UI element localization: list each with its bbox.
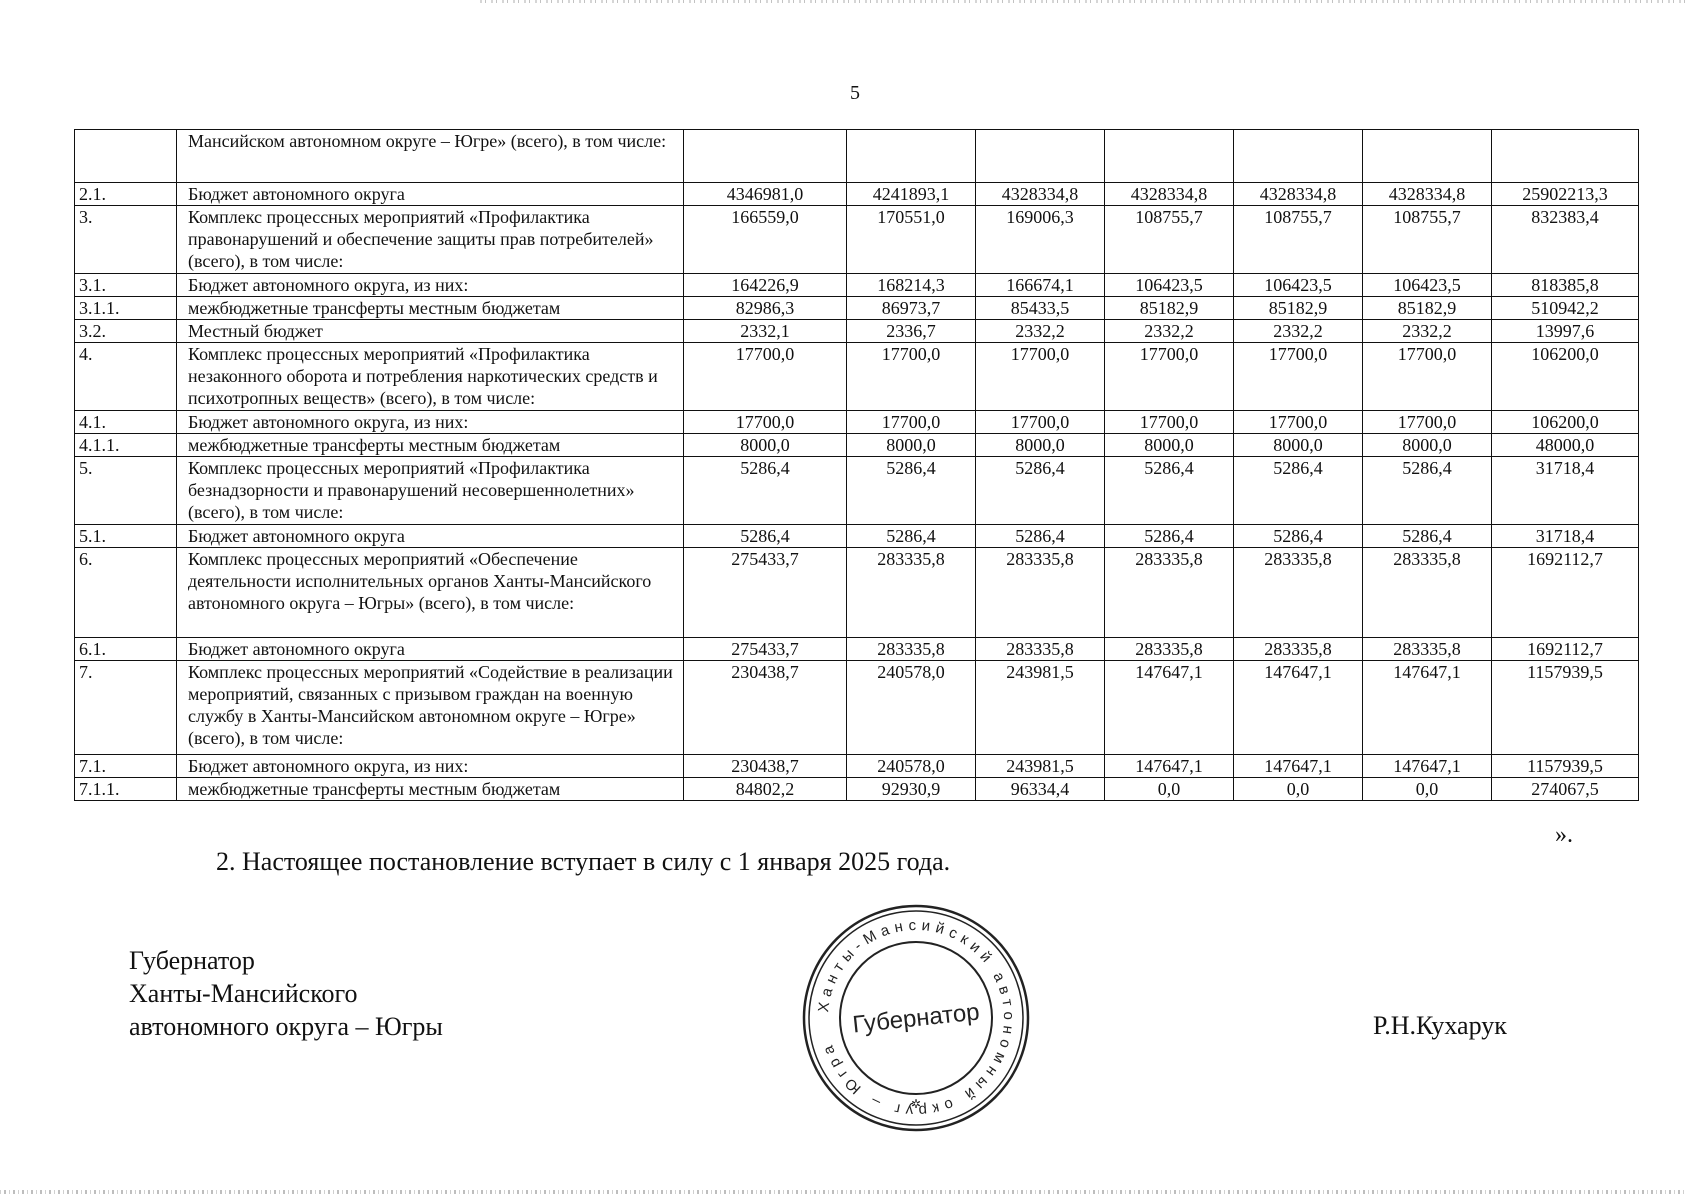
value-cell: 8000,0 — [1105, 434, 1234, 457]
row-number-cell: 5.1. — [75, 525, 177, 548]
signer-name: Р.Н.Кухарук — [1373, 1011, 1507, 1040]
row-label-cell: Бюджет автономного округа — [177, 183, 684, 206]
row-label-cell: Комплекс процессных мероприятий «Профилактика незаконного оборота и потребления наркотических средств и психотропных веществ» (всего), в том числе: — [177, 343, 684, 411]
value-cell: 2332,2 — [976, 320, 1105, 343]
table-row — [75, 661, 1639, 755]
value-cell: 275433,7 — [684, 638, 847, 661]
value-cell: 17700,0 — [976, 411, 1105, 434]
value-cell: 5286,4 — [1363, 525, 1492, 548]
value-cell: 17700,0 — [847, 343, 976, 411]
value-cell: 17700,0 — [1105, 411, 1234, 434]
value-cell: 17700,0 — [684, 343, 847, 411]
value-cell: 108755,7 — [1105, 206, 1234, 274]
value-cell: 17700,0 — [1105, 343, 1234, 411]
table-row — [75, 525, 1639, 548]
value-cell: 4328334,8 — [976, 183, 1105, 206]
row-number-cell — [75, 130, 177, 183]
value-cell: 4241893,1 — [847, 183, 976, 206]
value-cell: 2332,1 — [684, 320, 847, 343]
table-row — [75, 778, 1639, 801]
value-cell: 147647,1 — [1363, 755, 1492, 778]
row-number-cell: 7.1.1. — [75, 778, 177, 801]
budget-table — [74, 129, 1639, 801]
table-row — [75, 274, 1639, 297]
value-cell: 5286,4 — [684, 457, 847, 525]
value-cell: 4328334,8 — [1105, 183, 1234, 206]
row-number-cell: 3.1.1. — [75, 297, 177, 320]
value-cell: 147647,1 — [1234, 661, 1363, 755]
row-label-cell: Комплекс процессных мероприятий «Содействие в реализации мероприятий, связанных с призывом граждан на военную службу в Ханты-Мансийском автономном округе – Югре» (всего), в том числе: — [177, 661, 684, 755]
value-cell: 106423,5 — [1234, 274, 1363, 297]
row-label-cell: Бюджет автономного округа, из них: — [177, 274, 684, 297]
governor-seal — [800, 902, 1032, 1134]
signature-title-line: Губернатор — [129, 946, 255, 975]
row-label-cell: Комплекс процессных мероприятий «Профилактика безнадзорности и правонарушений несовершеннолетних» (всего), в том числе: — [177, 457, 684, 525]
row-label-cell: Комплекс процессных мероприятий «Обеспечение деятельности исполнительных органов Ханты-Мансийского автономного округа – Югры» (всего), в том числе: — [177, 548, 684, 638]
value-cell: 240578,0 — [847, 755, 976, 778]
table-row — [75, 183, 1639, 206]
value-cell: 92930,9 — [847, 778, 976, 801]
value-cell: 5286,4 — [976, 525, 1105, 548]
value-cell: 283335,8 — [1105, 638, 1234, 661]
signature-title-line: Ханты-Мансийского — [129, 979, 358, 1008]
value-cell: 2336,7 — [847, 320, 976, 343]
page-number: 5 — [850, 82, 860, 104]
row-label-cell: Комплекс процессных мероприятий «Профилактика правонарушений и обеспечение защиты прав потребителей» (всего), в том числе: — [177, 206, 684, 274]
value-cell: 17700,0 — [1363, 343, 1492, 411]
value-cell: 86973,7 — [847, 297, 976, 320]
row-number-cell: 3.1. — [75, 274, 177, 297]
value-cell: 2332,2 — [1105, 320, 1234, 343]
value-cell: 2332,2 — [1234, 320, 1363, 343]
value-cell: 48000,0 — [1492, 434, 1639, 457]
value-cell: 5286,4 — [847, 525, 976, 548]
value-cell: 84802,2 — [684, 778, 847, 801]
row-number-cell: 7. — [75, 661, 177, 755]
value-cell — [976, 130, 1105, 183]
row-number-cell: 4. — [75, 343, 177, 411]
value-cell: 283335,8 — [1234, 638, 1363, 661]
value-cell: 108755,7 — [1234, 206, 1363, 274]
value-cell: 106200,0 — [1492, 411, 1639, 434]
value-cell: 17700,0 — [1234, 343, 1363, 411]
value-cell: 5286,4 — [1105, 457, 1234, 525]
signature-title — [129, 944, 443, 1043]
value-cell: 147647,1 — [1234, 755, 1363, 778]
value-cell — [1105, 130, 1234, 183]
table-row — [75, 411, 1639, 434]
row-number-cell: 2.1. — [75, 183, 177, 206]
value-cell: 283335,8 — [976, 638, 1105, 661]
value-cell: 31718,4 — [1492, 525, 1639, 548]
table-row — [75, 434, 1639, 457]
value-cell: 4328334,8 — [1363, 183, 1492, 206]
table-row — [75, 130, 1639, 183]
value-cell: 5286,4 — [1234, 525, 1363, 548]
value-cell — [1234, 130, 1363, 183]
value-cell: 5286,4 — [847, 457, 976, 525]
value-cell: 106423,5 — [1105, 274, 1234, 297]
value-cell: 25902213,3 — [1492, 183, 1639, 206]
table-row — [75, 638, 1639, 661]
value-cell: 169006,3 — [976, 206, 1105, 274]
value-cell: 8000,0 — [847, 434, 976, 457]
row-label-cell: Бюджет автономного округа — [177, 525, 684, 548]
table-row — [75, 755, 1639, 778]
value-cell: 170551,0 — [847, 206, 976, 274]
value-cell — [1363, 130, 1492, 183]
value-cell: 283335,8 — [1234, 548, 1363, 638]
value-cell: 106200,0 — [1492, 343, 1639, 411]
table-row — [75, 320, 1639, 343]
value-cell: 5286,4 — [1105, 525, 1234, 548]
value-cell: 818385,8 — [1492, 274, 1639, 297]
row-number-cell: 3.2. — [75, 320, 177, 343]
value-cell: 85182,9 — [1363, 297, 1492, 320]
value-cell: 243981,5 — [976, 755, 1105, 778]
value-cell: 147647,1 — [1363, 661, 1492, 755]
value-cell: 1157939,5 — [1492, 661, 1639, 755]
value-cell: 283335,8 — [1363, 548, 1492, 638]
table-row — [75, 548, 1639, 638]
row-number-cell: 6. — [75, 548, 177, 638]
value-cell: 0,0 — [1105, 778, 1234, 801]
row-label-cell: Бюджет автономного округа, из них: — [177, 411, 684, 434]
value-cell: 5286,4 — [976, 457, 1105, 525]
value-cell: 17700,0 — [1363, 411, 1492, 434]
value-cell: 230438,7 — [684, 755, 847, 778]
value-cell: 274067,5 — [1492, 778, 1639, 801]
value-cell: 275433,7 — [684, 548, 847, 638]
value-cell: 1692112,7 — [1492, 548, 1639, 638]
value-cell: 17700,0 — [684, 411, 847, 434]
table-row — [75, 457, 1639, 525]
row-number-cell: 3. — [75, 206, 177, 274]
value-cell: 283335,8 — [976, 548, 1105, 638]
value-cell: 8000,0 — [684, 434, 847, 457]
value-cell: 4346981,0 — [684, 183, 847, 206]
value-cell: 17700,0 — [847, 411, 976, 434]
value-cell: 283335,8 — [1363, 638, 1492, 661]
value-cell: 283335,8 — [847, 548, 976, 638]
value-cell: 8000,0 — [976, 434, 1105, 457]
value-cell: 283335,8 — [1105, 548, 1234, 638]
row-number-cell: 5. — [75, 457, 177, 525]
table-row — [75, 297, 1639, 320]
value-cell: 0,0 — [1234, 778, 1363, 801]
row-label-cell: Бюджет автономного округа — [177, 638, 684, 661]
value-cell: 85182,9 — [1234, 297, 1363, 320]
value-cell: 4328334,8 — [1234, 183, 1363, 206]
table-row — [75, 343, 1639, 411]
value-cell: 108755,7 — [1363, 206, 1492, 274]
value-cell: 2332,2 — [1363, 320, 1492, 343]
row-number-cell: 4.1.1. — [75, 434, 177, 457]
row-number-cell: 7.1. — [75, 755, 177, 778]
value-cell: 164226,9 — [684, 274, 847, 297]
value-cell: 82986,3 — [684, 297, 847, 320]
value-cell: 230438,7 — [684, 661, 847, 755]
value-cell — [684, 130, 847, 183]
value-cell: 5286,4 — [1234, 457, 1363, 525]
row-label-cell: Бюджет автономного округа, из них: — [177, 755, 684, 778]
value-cell: 85433,5 — [976, 297, 1105, 320]
value-cell — [1492, 130, 1639, 183]
value-cell: 832383,4 — [1492, 206, 1639, 274]
seal-center-text: Губернатор — [851, 998, 981, 1039]
value-cell: 147647,1 — [1105, 661, 1234, 755]
seal-ring-text: Ханты-Мансийский автономный округ – Югра — [815, 916, 1018, 1120]
value-cell: 13997,6 — [1492, 320, 1639, 343]
scan-edge-top — [480, 0, 1686, 3]
value-cell: 17700,0 — [976, 343, 1105, 411]
value-cell: 8000,0 — [1234, 434, 1363, 457]
value-cell: 166674,1 — [976, 274, 1105, 297]
value-cell: 31718,4 — [1492, 457, 1639, 525]
value-cell: 1692112,7 — [1492, 638, 1639, 661]
closing-quote: ». — [1555, 822, 1573, 848]
value-cell: 5286,4 — [1363, 457, 1492, 525]
row-number-cell: 6.1. — [75, 638, 177, 661]
value-cell: 510942,2 — [1492, 297, 1639, 320]
row-number-cell: 4.1. — [75, 411, 177, 434]
value-cell: 283335,8 — [847, 638, 976, 661]
seal-star-icon: ✲ — [910, 1097, 922, 1111]
value-cell: 1157939,5 — [1492, 755, 1639, 778]
row-label-cell: Мансийском автономном округе – Югре» (всего), в том числе: — [177, 130, 684, 183]
value-cell: 243981,5 — [976, 661, 1105, 755]
row-label-cell: межбюджетные трансферты местным бюджетам — [177, 297, 684, 320]
value-cell: 96334,4 — [976, 778, 1105, 801]
row-label-cell: межбюджетные трансферты местным бюджетам — [177, 434, 684, 457]
scan-edge-bottom — [0, 1190, 1686, 1194]
signature-title-line: автономного округа – Югры — [129, 1012, 443, 1041]
value-cell: 106423,5 — [1363, 274, 1492, 297]
value-cell — [847, 130, 976, 183]
value-cell: 5286,4 — [684, 525, 847, 548]
table-row — [75, 206, 1639, 274]
row-label-cell: Местный бюджет — [177, 320, 684, 343]
value-cell: 166559,0 — [684, 206, 847, 274]
value-cell: 240578,0 — [847, 661, 976, 755]
value-cell: 17700,0 — [1234, 411, 1363, 434]
value-cell: 168214,3 — [847, 274, 976, 297]
value-cell: 0,0 — [1363, 778, 1492, 801]
value-cell: 147647,1 — [1105, 755, 1234, 778]
effective-date-clause: 2. Настоящее постановление вступает в силу с 1 января 2025 года. — [216, 847, 951, 876]
row-label-cell: межбюджетные трансферты местным бюджетам — [177, 778, 684, 801]
value-cell: 85182,9 — [1105, 297, 1234, 320]
value-cell: 8000,0 — [1363, 434, 1492, 457]
